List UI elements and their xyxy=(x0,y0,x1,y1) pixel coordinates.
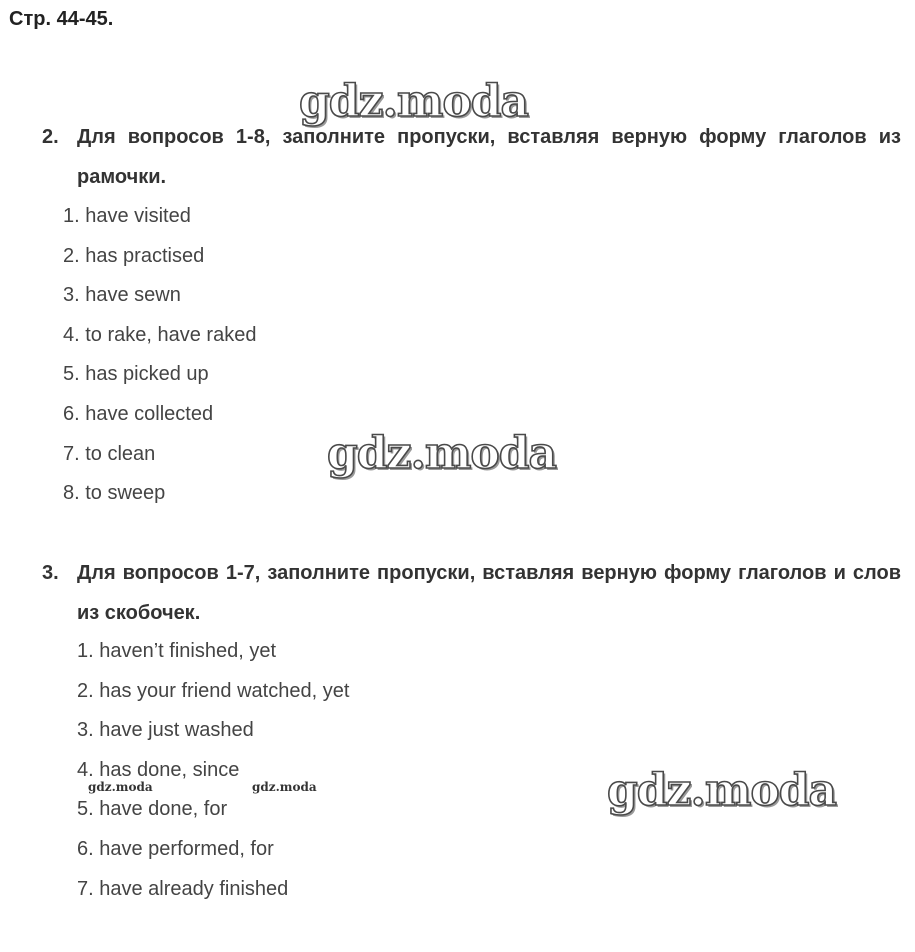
list-item: 8. to sweep xyxy=(63,482,166,505)
watermark-small: gdz.moda xyxy=(252,780,317,794)
list-item: 5. has picked up xyxy=(63,363,209,386)
list-item: 3. have just washed xyxy=(77,719,254,742)
list-item: 6. have collected xyxy=(63,402,214,425)
page-title: Стр. 44-45. xyxy=(9,8,114,30)
list-item: 3. have sewn xyxy=(63,284,181,307)
answer-list-task-2 xyxy=(63,206,256,523)
watermark: gdz.moda xyxy=(327,428,557,479)
watermark: gdz.moda xyxy=(299,76,529,127)
watermark: gdz.moda xyxy=(607,765,837,816)
task-number: 3. xyxy=(42,562,59,584)
list-item: 2. has practised xyxy=(63,244,205,267)
task-instruction: Для вопросов 1-8, заполните пропуски, вставляя верную форму глаголов из рамочки. xyxy=(77,126,901,188)
list-item: 1. haven’t finished, yet xyxy=(77,640,277,662)
list-item: 7. to clean xyxy=(63,442,156,465)
list-item: 1. have visited xyxy=(63,205,191,227)
task-instruction: Для вопросов 1-7, заполните пропуски, вставляя верную форму глаголов и слов из скобочек. xyxy=(77,562,901,624)
watermark-small: gdz.moda xyxy=(88,780,153,794)
list-item: 6. have performed, for xyxy=(77,837,274,860)
list-item: 4. to rake, have raked xyxy=(63,323,257,346)
task-number: 2. xyxy=(42,126,59,148)
list-item: 5. have done, for xyxy=(77,798,228,821)
list-item: 2. has your friend watched, yet xyxy=(77,679,350,702)
list-item: 4. has done, since xyxy=(77,758,240,781)
list-item: 7. have already finished xyxy=(77,877,289,900)
